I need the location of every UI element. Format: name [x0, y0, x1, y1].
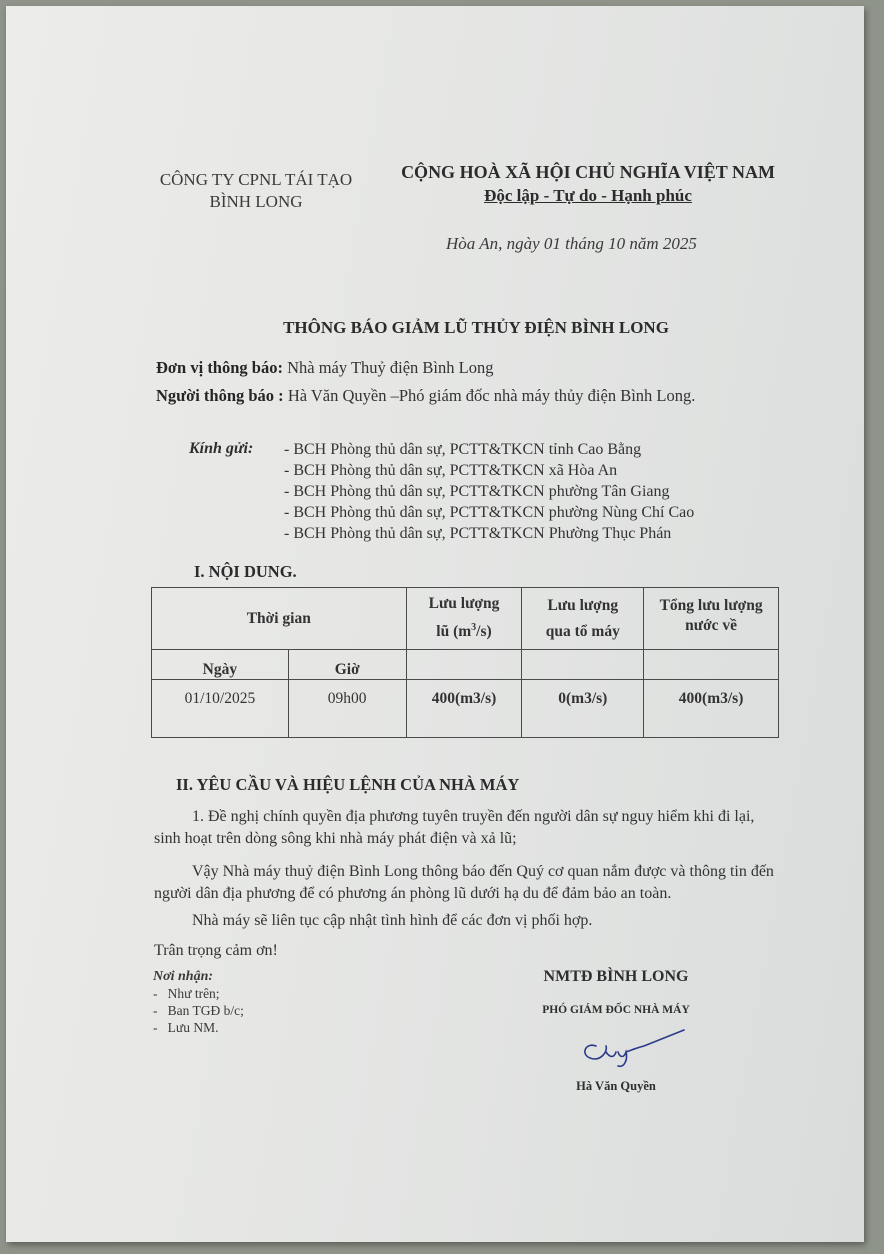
notifying-unit	[156, 358, 493, 378]
header-flood-flow-line2: lũ (m	[436, 623, 472, 641]
company-line-1: CÔNG TY CPNL TÁI TẠO	[159, 170, 353, 189]
dateline: Hòa An, ngày 01 tháng 10 năm 2025	[446, 234, 697, 253]
notifying-unit-value: Nhà máy Thuỷ điện Bình Long	[282, 358, 494, 377]
header-time: Thời gian	[152, 588, 407, 650]
distribution-item: - Lưu NM.	[153, 1019, 244, 1036]
header-flood-flow-sup: 3	[471, 622, 477, 634]
header-turbine-flow-line2: qua tổ máy	[545, 622, 620, 640]
empty-cell	[522, 650, 644, 680]
signer-name: Hà Văn Quyền	[576, 1079, 656, 1093]
recipient-item: - BCH Phòng thủ dân sự, PCTT&TKCN xã Hòa An	[284, 460, 694, 481]
document-title: THÔNG BÁO GIẢM LŨ THỦY ĐIỆN BÌNH LONG	[283, 318, 669, 337]
recipient-item: - BCH Phòng thủ dân sự, PCTT&TKCN Phường Thục Phán	[284, 523, 694, 544]
table-header-row	[152, 588, 779, 650]
section-2-heading: II. YÊU CẦU VÀ HIỆU LỆNH CỦA NHÀ MÁY	[176, 775, 520, 794]
closing-thanks: Trân trọng cảm ơn!	[154, 942, 278, 959]
national-motto: Độc lập - Tự do - Hạnh phúc	[484, 186, 692, 205]
recipients-list	[284, 439, 694, 544]
signing-position: PHÓ GIÁM ĐỐC NHÀ MÁY	[542, 1004, 690, 1016]
notifying-person	[156, 386, 695, 406]
header-total-flow	[644, 588, 779, 650]
company-line-2: BÌNH LONG	[209, 192, 303, 211]
request-paragraph-2: Vậy Nhà máy thuỷ điện Bình Long thông báo đến Quý cơ quan nắm được và thông tin đến người dân địa phương để có phương án phòng lũ dưới hạ du để đảm bảo an toàn.	[154, 863, 774, 902]
header-turbine-flow-line1: Lưu lượng	[547, 596, 619, 614]
cell-turbine-flow: 0(m3/s)	[522, 680, 644, 738]
signing-org: NMTĐ BÌNH LONG	[543, 968, 689, 985]
header-date: Ngày	[152, 650, 289, 680]
document-page	[6, 6, 864, 1242]
table-row	[152, 680, 779, 738]
cell-total-flow: 400(m3/s)	[644, 680, 779, 738]
distribution-item: - Như trên;	[153, 985, 244, 1002]
header-flood-flow	[406, 588, 522, 650]
distribution-heading: Nơi nhận:	[153, 969, 214, 984]
cell-flood-flow: 400(m3/s)	[406, 680, 522, 738]
header-flood-flow-line1: Lưu lượng	[428, 595, 500, 613]
notifying-person-label: Người thông báo :	[156, 386, 284, 405]
empty-cell	[644, 650, 779, 680]
national-header	[398, 160, 778, 208]
company-name	[146, 169, 366, 213]
cell-hour: 09h00	[288, 680, 406, 738]
distribution-item: - Ban TGĐ b/c;	[153, 1002, 244, 1019]
request-paragraph-1: 1. Đề nghị chính quyền địa phương tuyên truyền đến người dân sự nguy hiểm khi đi lại, sinh hoạt trên dòng sông khi nhà máy phát điện và xả lũ;	[154, 808, 755, 847]
table-subheader-row	[152, 650, 779, 680]
header-total-flow-line2: nước về	[685, 617, 738, 634]
header-flood-flow-tail: /s)	[476, 623, 492, 641]
section-1-heading: I. NỘI DUNG.	[194, 562, 297, 581]
header-hour: Giờ	[288, 650, 406, 680]
recipient-item: - BCH Phòng thủ dân sự, PCTT&TKCN phường Nùng Chí Cao	[284, 502, 694, 523]
recipient-item: - BCH Phòng thủ dân sự, PCTT&TKCN phường Tân Giang	[284, 481, 694, 502]
header-turbine-flow	[522, 588, 644, 650]
notifying-person-value: Hà Văn Quyền –Phó giám đốc nhà máy thủy điện Bình Long.	[283, 386, 696, 405]
notifying-unit-label: Đơn vị thông báo:	[156, 358, 283, 377]
recipients-label: Kính gửi:	[189, 440, 254, 457]
request-paragraph-3: Nhà máy sẽ liên tục cập nhật tình hình để các đơn vị phối hợp.	[192, 912, 593, 929]
distribution-list	[153, 968, 244, 1036]
nation-name: CỘNG HOÀ XÃ HỘI CHỦ NGHĨA VIỆT NAM	[401, 162, 775, 182]
signature	[566, 1024, 696, 1074]
cell-date: 01/10/2025	[152, 680, 289, 738]
empty-cell	[406, 650, 522, 680]
flow-table	[151, 587, 779, 738]
recipient-item: - BCH Phòng thủ dân sự, PCTT&TKCN tỉnh Cao Bằng	[284, 439, 694, 460]
header-total-flow-line1: Tổng lưu lượng	[659, 597, 763, 614]
